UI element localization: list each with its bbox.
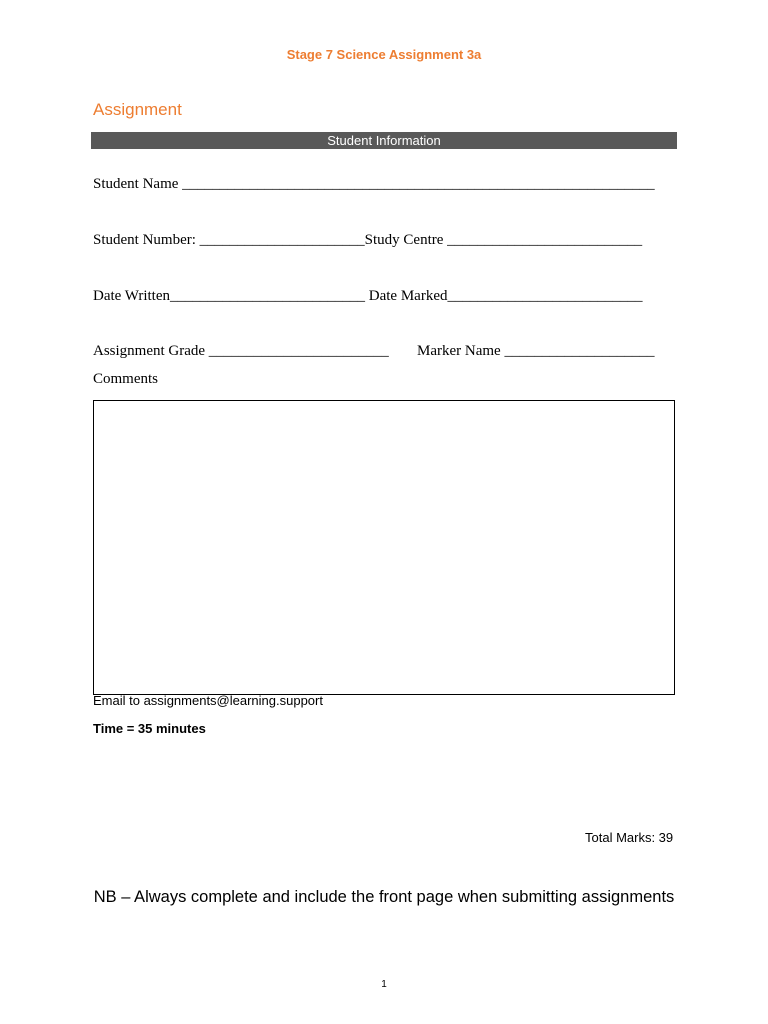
- total-marks: Total Marks: 39: [585, 830, 674, 845]
- nb-notice: NB – Always complete and include the front page when submitting assignments: [93, 888, 675, 906]
- comments-label: Comments: [93, 371, 159, 387]
- page-number: 1: [381, 979, 387, 990]
- assignment-grade-field[interactable]: Assignment Grade ________________________: [93, 343, 389, 359]
- student-information-bar: [91, 132, 677, 149]
- section-heading: Assignment: [93, 100, 182, 119]
- student-information-label: Student Information: [327, 133, 441, 148]
- time-limit: Time = 35 minutes: [93, 721, 206, 736]
- email-instruction: Email to assignments@learning.support: [93, 693, 323, 708]
- student-number-study-centre-fields[interactable]: Student Number: ______________________Study Centre __________________________: [93, 232, 643, 248]
- date-written-date-marked-fields[interactable]: Date Written__________________________ Date Marked__________________________: [93, 288, 643, 304]
- document-header-title: Stage 7 Science Assignment 3a: [286, 47, 482, 62]
- comments-box[interactable]: [93, 400, 675, 695]
- marker-name-field[interactable]: Marker Name ____________________: [417, 343, 655, 359]
- student-name-field[interactable]: Student Name _______________________________________________________________: [93, 176, 655, 192]
